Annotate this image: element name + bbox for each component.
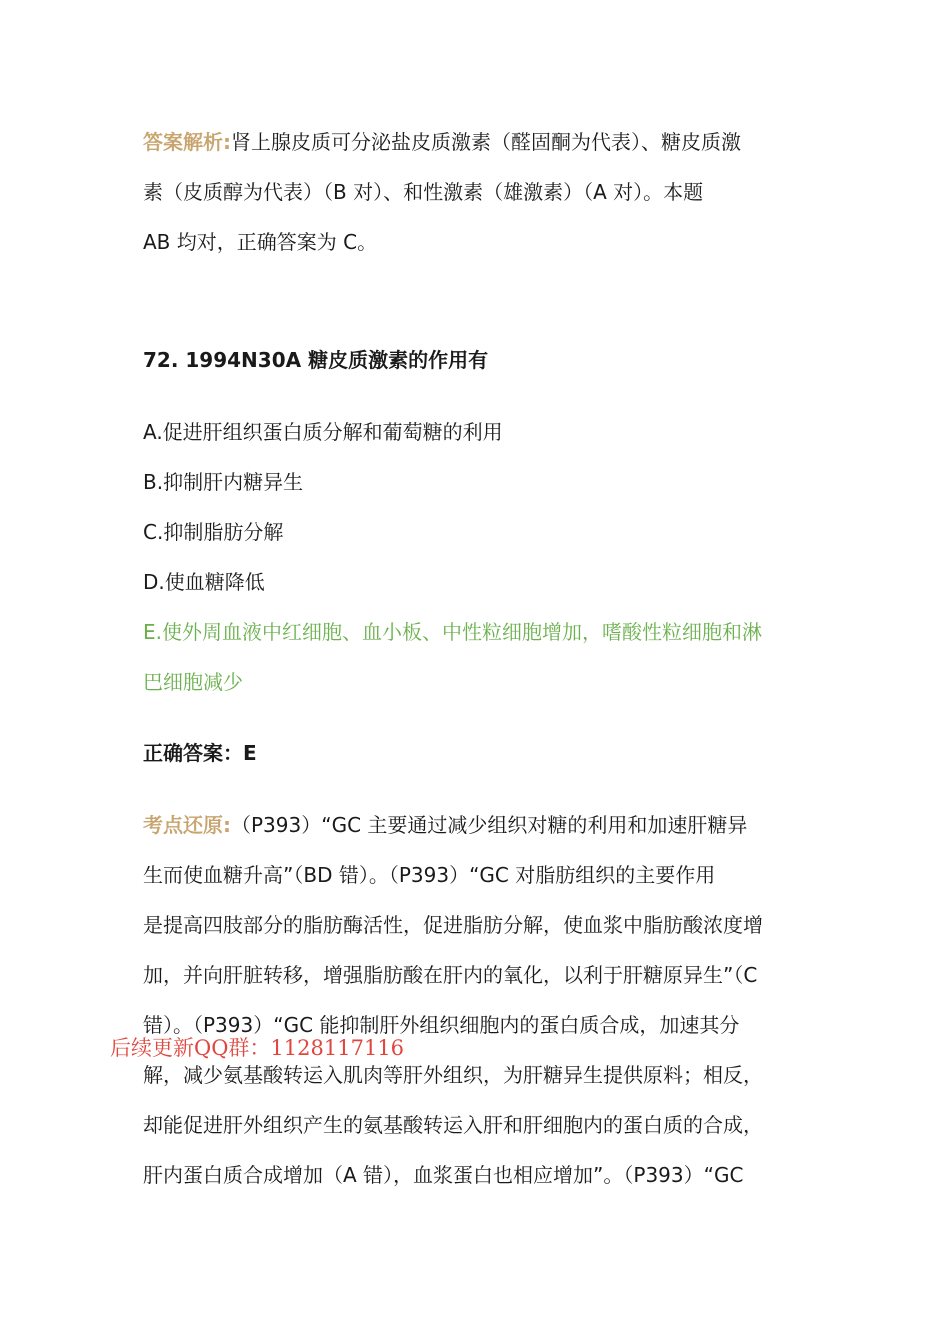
analysis-label: 答案解析: (143, 130, 231, 154)
explanation (143, 800, 813, 1200)
analysis-line-1 (143, 117, 813, 167)
option-d: D.使血糖降低 (143, 570, 265, 594)
explanation-label: 考点还原: (143, 813, 231, 837)
explanation-text-1: （P393）“GC 主要通过减少组织对糖的利用和加速肝糖异 (231, 813, 748, 837)
explanation-line-1 (143, 800, 813, 850)
explanation-line-5: 错）。（P393）“GC 能抑制肝外组织细胞内的蛋白质合成，加速其分 (143, 1013, 740, 1037)
explanation-line-2: 生而使血糖升高”（BD 错）。（P393）“GC 对脂肪组织的主要作用 (143, 863, 716, 887)
analysis-line-2: 素（皮质醇为代表）（B 对）、和性激素（雄激素）（A 对）。本题 (143, 180, 704, 204)
explanation-line-8: 肝内蛋白质合成增加（A 错），血浆蛋白也相应增加”。（P393）“GC (143, 1163, 744, 1187)
explanation-line-3: 是提高四肢部分的脂肪酶活性，促进脂肪分解，使血浆中脂肪酸浓度增 (143, 913, 763, 937)
option-e-line-2: 巴细胞减少 (143, 670, 243, 694)
option-a: A.促进肝组织蛋白质分解和葡萄糖的利用 (143, 420, 503, 444)
question-options (143, 407, 813, 707)
question-title: 72. 1994N30A 糖皮质激素的作用有 (143, 348, 489, 372)
option-e-line-1: E.使外周血液中红细胞、血小板、中性粒细胞增加，嗜酸性粒细胞和淋 (143, 620, 762, 644)
correct-answer: 正确答案：E (143, 741, 257, 765)
qq-group-watermark: 后续更新QQ群：1128117116 (110, 1036, 405, 1060)
option-c: C.抑制脂肪分解 (143, 520, 284, 544)
option-b: B.抑制肝内糖异生 (143, 470, 304, 494)
explanation-line-4: 加，并向肝脏转移，增强脂肪酸在肝内的氧化，以利于肝糖原异生”（C (143, 963, 758, 987)
analysis-line-3: AB 均对，正确答案为 C。 (143, 230, 378, 254)
analysis-text-1: 肾上腺皮质可分泌盐皮质激素（醛固酮为代表）、糖皮质激 (231, 130, 741, 154)
answer-analysis (143, 117, 813, 267)
explanation-line-6: 解，减少氨基酸转运入肌肉等肝外组织，为肝糖异生提供原料；相反， (143, 1063, 763, 1087)
explanation-line-7: 却能促进肝外组织产生的氨基酸转运入肝和肝细胞内的蛋白质的合成， (143, 1113, 763, 1137)
